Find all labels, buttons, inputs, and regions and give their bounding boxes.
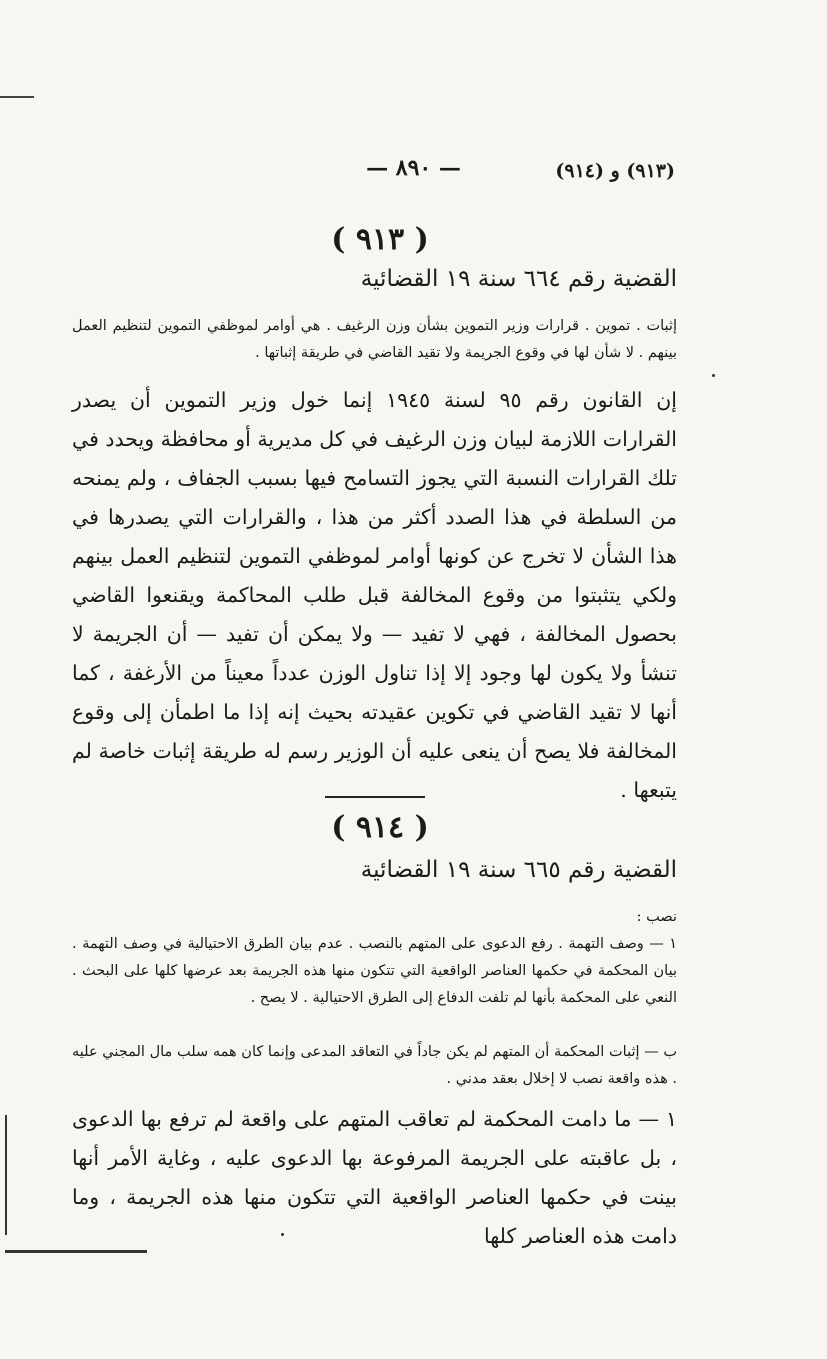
stray-dot bbox=[281, 1233, 284, 1236]
scan-artifact-line bbox=[5, 1115, 7, 1235]
case-914-body: ١ — ما دامت المحكمة لم تعاقب المتهم على واقعة لم ترفع بها الدعوى ، بل عاقبته على الجريمة المرفوعة بها الدعوى عليه ، وغاية الأمر أنها بينت في حكمها العناصر الواقعية التي تتكون منها هذه الجريمة ، وما دامت هذه العناصر كلها bbox=[72, 1107, 677, 1248]
stray-dot bbox=[712, 374, 715, 377]
page-number: — ٨٩٠ — bbox=[366, 155, 461, 181]
case-913-title: القضية رقم ٦٦٤ سنة ١٩ القضائية bbox=[360, 266, 677, 292]
section-divider bbox=[325, 796, 425, 798]
case-914-title: القضية رقم ٦٦٥ سنة ١٩ القضائية bbox=[360, 857, 677, 883]
scan-artifact-mark bbox=[0, 96, 34, 98]
case-913-body: إن القانون رقم ٩٥ لسنة ١٩٤٥ إنما خول وزير التموين أن يصدر القرارات اللازمة لبيان وزن الرغيف في كل مديرية أو محافظة ويحدد في تلك القرارات النسبة التي يجوز التسامح فيها بسبب الجفاف ، ولم يمنحه من السلطة في هذا الصدد أكثر من هذا ، والقرارات التي يصدرها في هذا الشأن لا تخرج عن كونها أوامر لموظفي التموين لتنظيم العمل بينهم ولكي يتثبتوا من وقوع المخالفة قبل طلب المحاكمة ويقنعوا القاضي بحصول المخالفة ، فهي لا تفيد — ولا يمكن أن تفيد — أن الجريمة لا تنشأ ولا يكون لها وجود إلا إذا تناول الوزن عدداً معيناً من الأرغفة ، كما أنها لا تقيد القاضي في تكوين عقيدته بحيث إنه إذا ما اطمأن إلى وقوع المخالفة فلا يصح أن ينعى عليه أن الوزير رسم له طريقة إثبات خاصة لم يتبعها . bbox=[72, 388, 677, 802]
case-914-summary-a: ١ — وصف التهمة . رفع الدعوى على المتهم بالنصب . عدم بيان الطرق الاحتيالية في وصف التهمة . بيان المحكمة في حكمها العناصر الواقعية التي تتكون منها هذه الجريمة بعد عرضها كلها على البحث . النعي على المحكمة بأنها لم تلفت الدفاع إلى الطرق الاحتيالية . لا يصح . bbox=[72, 936, 677, 1006]
case-914-summary-heading: نصب : bbox=[636, 909, 677, 925]
case-914-number: ( ٩١٤ ) bbox=[331, 810, 429, 845]
scan-artifact-line bbox=[5, 1250, 147, 1253]
case-913-number: ( ٩١٣ ) bbox=[331, 222, 429, 257]
case-914-summary-b: ب — إثبات المحكمة أن المتهم لم يكن جاداً في التعاقد المدعى وإنما كان همه سلب مال المجني عليه . هذه واقعة نصب لا إخلال بعقد مدني . bbox=[72, 1044, 677, 1087]
case-references: (٩١٣) و (٩١٤) bbox=[555, 160, 675, 182]
case-913-summary: إثبات . تموين . قرارات وزير التموين بشأن وزن الرغيف . هي أوامر لموظفي التموين لتنظيم العمل بينهم . لا شأن لها في وقوع الجريمة ولا تقيد القاضي في طريقة إثباتها . bbox=[72, 318, 677, 361]
